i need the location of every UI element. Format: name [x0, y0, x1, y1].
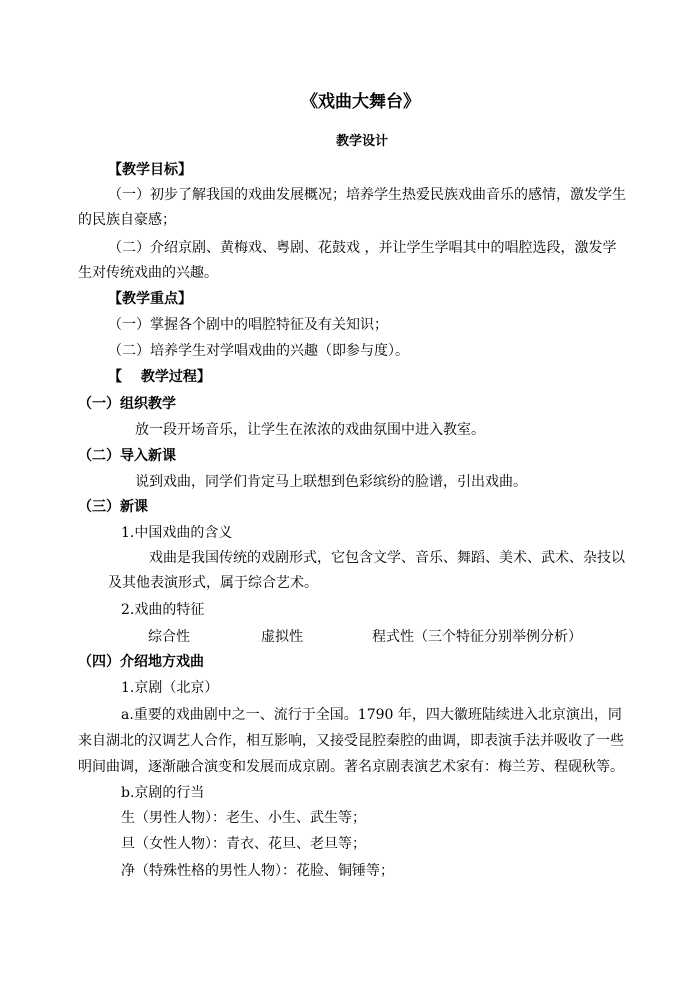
objective-2-line-1: （二）介绍京剧、黄梅戏、粤剧、花鼓戏 ，并让学生学唱其中的唱腔选段，激发学	[108, 240, 617, 256]
peking-opera-b-title: b.京剧的行当	[121, 785, 205, 801]
section-3-heading: （三）新课	[78, 499, 148, 515]
section-3-point-1-line-1: 戏曲是我国传统的戏剧形式，它包含文学、音乐、舞蹈、美术、武术、杂技以	[149, 550, 625, 566]
feature-stylized: 程式性（三个特征分别举例分析）	[372, 629, 582, 645]
objective-1-line-2: 的民族自豪感；	[78, 212, 176, 228]
doc-subtitle: 教学设计	[336, 134, 389, 149]
objectives-heading: 【教学目标】	[108, 162, 192, 178]
objective-2-line-2: 生对传统戏曲的兴趣。	[78, 265, 218, 281]
peking-opera-a-line-1: a.重要的戏曲剧中之一、流行于全国。1790 年，四大徽班陆续进入北京演出，同	[121, 707, 622, 723]
section-1-heading: （一）组织教学	[78, 396, 176, 412]
focus-heading: 【教学重点】	[108, 291, 192, 307]
section-2-heading: （二）导入新课	[78, 448, 176, 464]
section-3-point-1-title: 1.中国戏曲的含义	[121, 525, 233, 541]
doc-title: 《戏曲大舞台》	[301, 92, 420, 112]
section-4-point-1-title: 1.京剧（北京）	[121, 680, 219, 696]
role-jing: 净（特殊性格的男性人物）：花脸、铜锤等；	[121, 863, 394, 879]
process-heading: 【 教学过程】	[108, 369, 211, 385]
section-2-text: 说到戏曲，同学们肯定马上联想到色彩缤纷的脸谱，引出戏曲。	[135, 474, 527, 490]
feature-virtual: 虚拟性	[261, 629, 303, 645]
role-sheng: 生（男性人物）：老生、小生、武生等；	[121, 810, 366, 826]
section-3-point-1-line-2: 及其他表演形式，属于综合艺术。	[108, 575, 318, 591]
section-1-text: 放一段开场音乐，让学生在浓浓的戏曲氛围中进入教室。	[135, 422, 485, 438]
peking-opera-a-line-3: 明间曲调，逐渐融合演变和发展而成京剧。著名京剧表演艺术家有：梅兰芳、程砚秋等。	[78, 759, 624, 775]
section-4-heading: （四）介绍地方戏曲	[78, 654, 204, 670]
peking-opera-a-line-2: 来自湖北的汉调艺人合作，相互影响，又接受昆腔秦腔的曲调，即表演手法并吸收了一些	[78, 733, 624, 749]
focus-item-2: （二）培养学生对学唱戏曲的兴趣（即参与度）。	[108, 343, 409, 359]
section-3-point-2-title: 2.戏曲的特征	[121, 602, 205, 618]
focus-item-1: （一）掌握各个剧中的唱腔特征及有关知识；	[108, 317, 388, 333]
feature-comprehensive: 综合性	[148, 629, 190, 645]
role-dan: 旦（女性人物）：青衣、花旦、老旦等；	[121, 836, 366, 852]
objective-1-line-1: （一）初步了解我国的戏曲发展概况；培养学生热爱民族戏曲音乐的感情，激发学生	[108, 187, 626, 203]
